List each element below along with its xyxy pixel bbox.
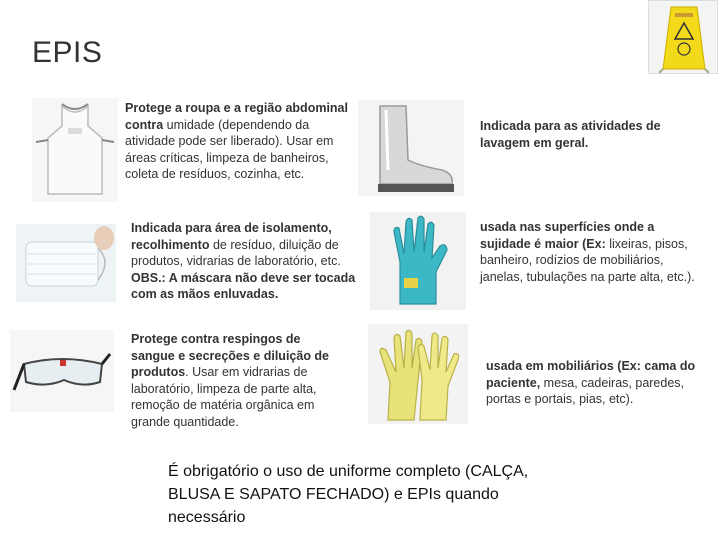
boot-image bbox=[358, 100, 464, 196]
apron-description: Protege a roupa e a região abdominal contra umidade (dependendo da atividade pode ser liberado). Usar em áreas críticas, limpeza de banheiros, coleta de resíduos, cozinha, etc. bbox=[125, 101, 348, 181]
yellow-gloves-image bbox=[368, 324, 468, 424]
blue-glove-description: usada nas superfícies onde a sujidade é maior (Ex: lixeiras, pisos, banheiro, rodízios de mobiliários, janelas, tubulações na parte alta, etc.). bbox=[480, 220, 695, 284]
footer-note: É obrigatório o uso de uniforme completo (CALÇA, BLUSA E SAPATO FECHADO) e EPIs quando necessário bbox=[168, 463, 529, 526]
blue-glove-image bbox=[370, 212, 466, 310]
goggles-description: Protege contra respingos de sangue e secreções e diluição de produtos. Usar em vidrarias de laboratório, limpeza de parte alta, remoção de matéria orgânica em grande quantidade. bbox=[131, 332, 330, 429]
mask-description: Indicada para área de isolamento, recolhimento de resíduo, diluição de produtos, vidrarias de laboratório, etc. OBS.: A máscara não deve ser tocada com as mãos enluvadas. bbox=[131, 221, 356, 301]
boot-description: Indicada para as atividades de lavagem em geral. bbox=[480, 119, 661, 150]
slide-title: EPIS bbox=[32, 36, 103, 69]
mask-image bbox=[16, 224, 116, 302]
caution-sign-image bbox=[648, 0, 718, 74]
goggles-image bbox=[10, 330, 114, 412]
yellow-gloves-description: usada em mobiliários (Ex: cama do paciente, mesa, cadeiras, paredes, portas e portais, pias, etc). bbox=[486, 359, 696, 406]
apron-image bbox=[32, 98, 118, 202]
